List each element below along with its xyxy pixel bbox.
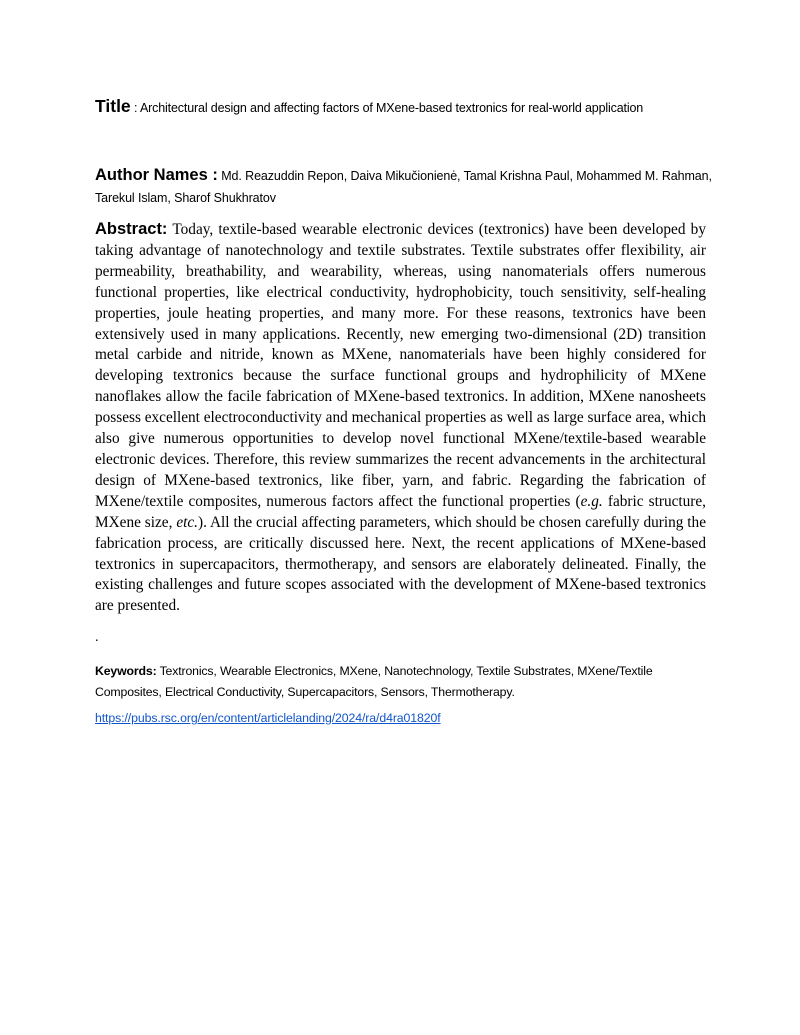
- abstract-text-part2: fabric structure, MXene size,: [95, 492, 706, 531]
- author-names: [95, 164, 715, 209]
- title-separator: :: [130, 101, 140, 115]
- abstract-etc: etc.: [176, 513, 198, 531]
- keywords-label: Keywords:: [95, 664, 157, 678]
- title-label: Title: [95, 96, 131, 116]
- abstract-text-part3: ). All the crucial affecting parameters, which should be chosen carefully during the fabrication process, are critically discussed here. Next, the recent applications of MXene-based textronics in supercapacitors, thermotherapy, and sensors are elaborately delineated. Finally, the existing challenges and future scopes associated with the development of MXene-based textronics are presented.: [95, 513, 706, 615]
- title-line: [95, 96, 735, 117]
- title-text: Architectural design and affecting factors of MXene-based textronics for real-world application: [139, 101, 644, 115]
- keywords: [95, 661, 707, 703]
- author-names-text: Md. Reazuddin Repon, Daiva Mikučionienė, Tamal Krishna Paul, Mohammed M. Rahman, Tarekul Islam, Sharof Shukhratov: [95, 169, 712, 205]
- keywords-text: Textronics, Wearable Electronics, MXene, Nanotechnology, Textile Substrates, MXene/Textile Composites, Electrical Conductivity, Supercapacitors, Sensors, Thermotherapy.: [95, 664, 653, 699]
- stray-dot: .: [95, 630, 99, 645]
- author-names-label: Author Names :: [95, 166, 218, 184]
- abstract-paragraph: [95, 219, 706, 617]
- article-link[interactable]: https://pubs.rsc.org/en/content/articlelanding/2024/ra/d4ra01820f: [95, 711, 441, 725]
- abstract-text-part1: Today, textile-based wearable electronic devices (textronics) have been developed by taking advantage of nanotechnology and textile substrates. Textile substrates offer flexibility, air permeability, breathability, and wearability, whereas, using nanomaterials offers numerous functional properties, like electrical conductivity, hydrophobicity, touch sensitivity, self-healing properties, joule heating properties, and many more. For these reasons, textronics have been extensively used in many applications. Recently, new emerging two-dimensional (2D) transition metal carbide and nitride, known as MXene, nanomaterials have been highly considered for developing textronics because the surface functional groups and hydrophilicity of MXene nanoflakes allow the facile fabrication of MXene-based textronics. In addition, MXene nanosheets possess excellent electroconductivity and mechanical properties as well as large surface area, which also give numerous opportunities to develop novel functional MXene/textile-based wearable electronic devices. Therefore, this review summarizes the recent advancements in the architectural design of MXene-based textronics, like fiber, yarn, and fabric. Regarding the fabrication of MXene/textile composites, numerous factors affect the functional properties (: [95, 221, 706, 510]
- abstract-eg: e.g.: [580, 492, 603, 510]
- abstract-label: Abstract:: [95, 220, 168, 238]
